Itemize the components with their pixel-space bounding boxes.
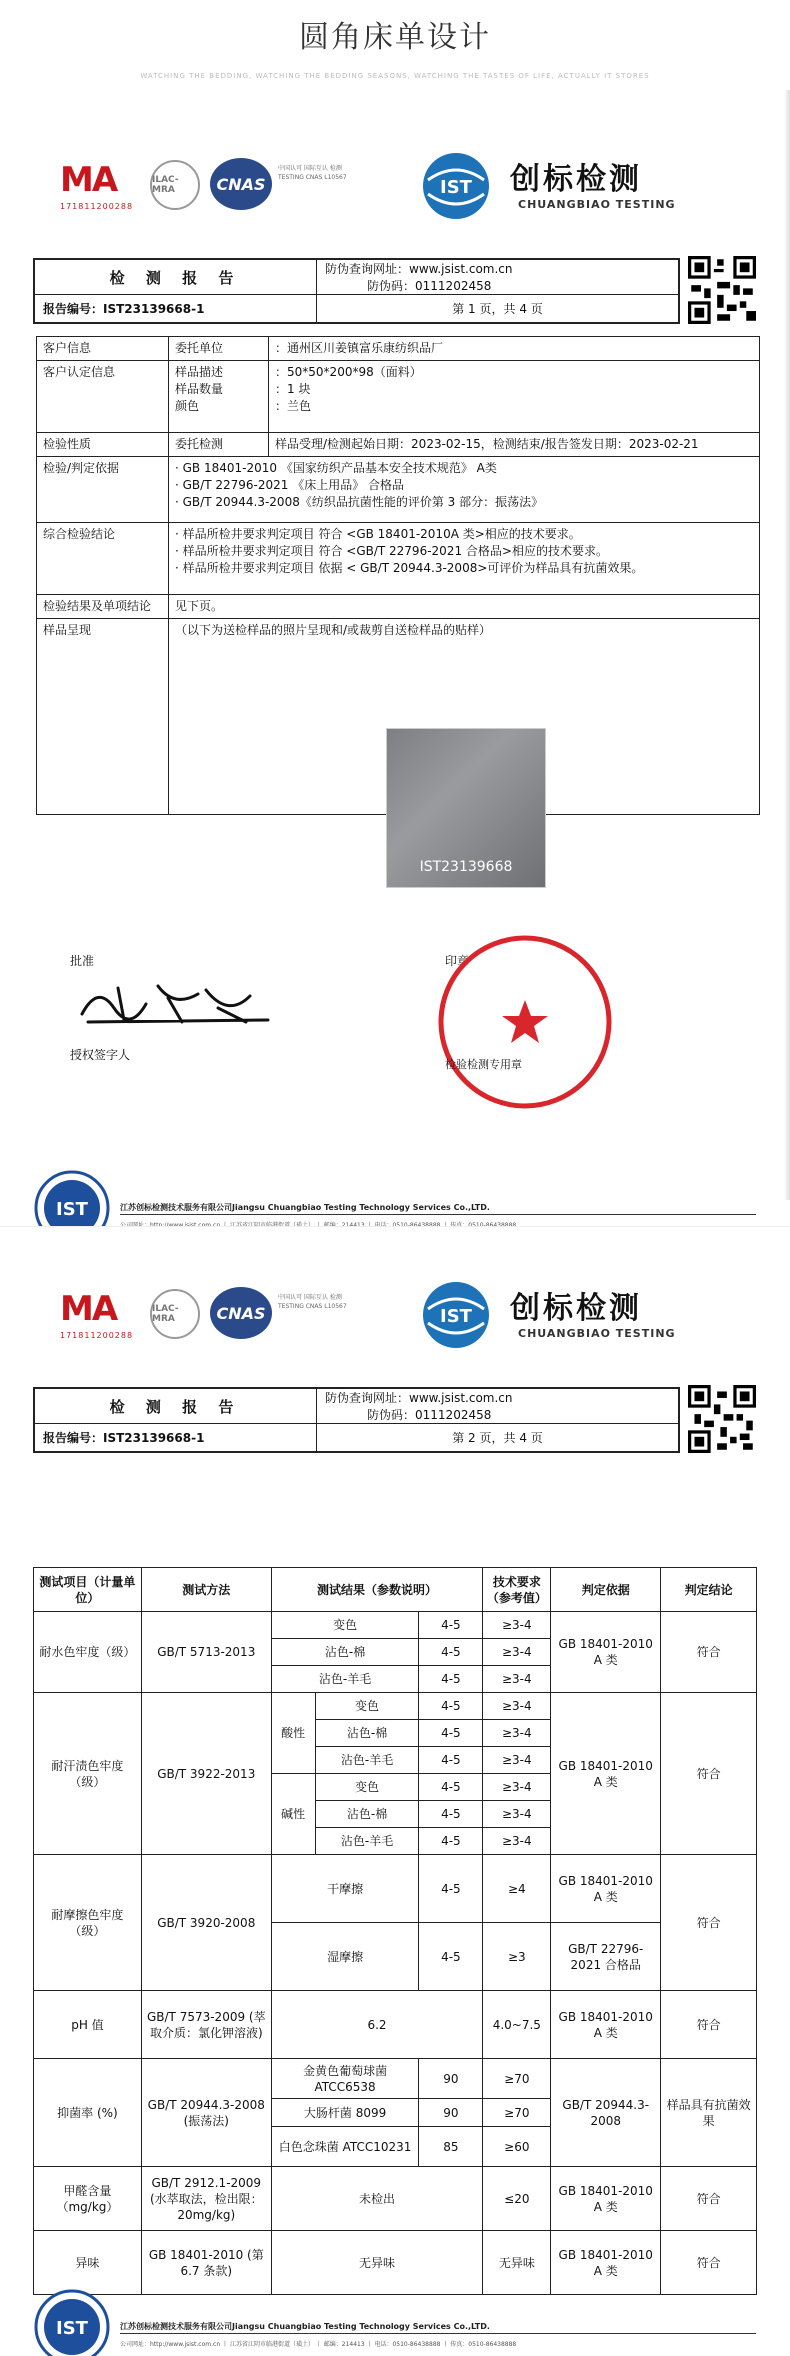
brand-name-cn: 创标检测 (510, 1291, 642, 1326)
brand-name-en: CHUANGBIAO TESTING (518, 1327, 676, 1340)
antibac-strain: 大肠杆菌 8099 (271, 2099, 419, 2127)
water-param: 沾色-棉 (271, 1639, 419, 1666)
sweat-param: 变色 (315, 1693, 419, 1720)
sweat-req: ≥3-4 (483, 1774, 551, 1801)
ph-method: GB/T 7573-2009 (萃取介质：氯化钾溶液) (141, 1991, 271, 2059)
odor-req: 无异味 (483, 2231, 551, 2295)
rub-verdict: 符合 (661, 1855, 757, 1991)
report-page-1 (0, 90, 790, 1220)
ilac-logo: ILAC-MRA (150, 160, 200, 210)
footer-rule (120, 2333, 756, 2334)
footer-address: 公司网址：http://www.jsist.com.cn 丨 江苏省江阴市临港街道（璜土） 丨 邮编：214413 丨 电话：0510-86438888 丨 传真：0510-86438888 (120, 2341, 517, 2348)
sample-qty-value: 1 块 (287, 382, 311, 396)
formaldehyde-verdict: 符合 (661, 2167, 757, 2231)
sweat-req: ≥3-4 (483, 1720, 551, 1747)
results-table (33, 1567, 757, 2295)
water-method: GB/T 5713-2013 (141, 1612, 271, 1693)
ph-basis: GB 18401-2010 A 类 (551, 1991, 661, 2059)
cma-logo (60, 1287, 140, 1347)
report-page-2 (0, 1226, 790, 2356)
logo-row (60, 150, 760, 250)
water-value: 4-5 (419, 1666, 483, 1693)
antibac-req: ≥70 (483, 2059, 551, 2099)
page-info: 第 1 页，共 4 页 (317, 295, 679, 323)
footer-company: 江苏创标检测技术服务有限公司Jiangsu Chuangbiao Testing Technology Services Co.,LTD. (120, 2322, 490, 2331)
cma-logo (60, 158, 140, 218)
report-number-label: 报告编号： (43, 1431, 104, 1445)
sweat-param: 沾色-羊毛 (315, 1828, 419, 1855)
footer-ist-mark: IST (56, 2318, 88, 2339)
anti-fake-site-label: 防伪查询网址： (325, 1391, 410, 1405)
formaldehyde-basis: GB 18401-2010 A 类 (551, 2167, 661, 2231)
client-label: 委托单位 (169, 337, 269, 361)
test-nature-label: 检验性质 (37, 433, 169, 457)
anti-fake-site-label: 防伪查询网址： (325, 262, 410, 276)
basis-line: · GB/T 22796-2021 《床上用品》 合格品 (175, 478, 405, 492)
rub-dry-value: 4-5 (419, 1855, 483, 1923)
sample-show-value: （以下为送检样品的照片呈现和/或裁剪自送检样品的贴样） (169, 619, 760, 815)
ph-req: 4.0~7.5 (483, 1991, 551, 2059)
footer-rule (120, 1214, 756, 1215)
basis-label: 检验/判定依据 (37, 457, 169, 523)
sweat-req: ≥3-4 (483, 1828, 551, 1855)
odor-verdict: 符合 (661, 2231, 757, 2295)
page-info: 第 2 页，共 4 页 (317, 1424, 679, 1452)
antibac-verdict: 样品具有抗菌效果 (661, 2059, 757, 2167)
ist-footer-icon (34, 2289, 110, 2356)
anti-fake-code-value: 0111202458 (415, 1408, 492, 1422)
report-title-block-2 (33, 1387, 680, 1453)
anti-fake-code-value: 0111202458 (415, 279, 492, 293)
client-info-label: 客户信息 (37, 337, 169, 361)
page-heading: 圆角床单设计 (299, 20, 491, 55)
rub-wet: 湿摩擦 (271, 1923, 419, 1991)
antibac-strain: 白色念珠菌 ATCC10231 (271, 2127, 419, 2167)
signer-label: 授权签字人 (70, 1048, 131, 1062)
water-param: 沾色-羊毛 (271, 1666, 419, 1693)
sample-desc-value: 50*50*200*98（面料） (287, 365, 422, 379)
header-result: 测试结果（参数说明） (271, 1568, 483, 1612)
cnas-caption: 中国认可 国际互认 检测 TESTING CNAS L10567 (278, 165, 347, 181)
cnas-logo: CNAS (210, 158, 272, 210)
conclusion-label: 综合检验结论 (37, 523, 169, 595)
basis-line: · GB/T 20944.3-2008《纺织品抗菌性能的评价第 3 部分：振荡法》 (175, 495, 544, 509)
sample-photo-label: IST23139668 (419, 859, 513, 875)
formaldehyde-item: 甲醛含量（mg/kg） (34, 2167, 142, 2231)
rub-item: 耐摩擦色牢度（级） (34, 1855, 142, 1991)
header-basis: 判定依据 (551, 1568, 661, 1612)
cnas-logo: CNAS (210, 1287, 272, 1339)
water-item: 耐水色牢度（级） (34, 1612, 142, 1693)
subtitle-strip: WATCHING THE BEDDING, WATCHING THE BEDDING SEASONS, WATCHING THE TASTES OF LIFE, ACTUALLY IT STORES (140, 72, 650, 80)
cnas-caption: 中国认可 国际互认 检测 TESTING CNAS L10567 (278, 1294, 347, 1310)
anti-fake-site-value: www.jsist.com.cn (409, 1391, 513, 1405)
rub-dry: 干摩擦 (271, 1855, 419, 1923)
seal-note: 检验检测专用章 (445, 1058, 522, 1071)
qr-code-icon (688, 256, 756, 324)
ph-verdict: 符合 (661, 1991, 757, 2059)
sweat-param: 沾色-棉 (315, 1720, 419, 1747)
rub-wet-basis: GB/T 22796-2021 合格品 (551, 1923, 661, 1991)
sweat-req: ≥3-4 (483, 1747, 551, 1774)
brand-name-en: CHUANGBIAO TESTING (518, 198, 676, 211)
formaldehyde-value: 未检出 (271, 2167, 483, 2231)
sample-desc-label: 样品描述 (175, 365, 224, 379)
footer-company: 江苏创标检测技术服务有限公司Jiangsu Chuangbiao Testing Technology Services Co.,LTD. (120, 1203, 490, 1212)
conclusion-line: · 样品所检井要求判定项目 符合 <GB 18401-2010A 类>相应的技术要求。 (175, 527, 581, 541)
client-value: ：通州区川姜镇富乐康纺织品厂 (269, 337, 760, 361)
logo-row-2 (60, 1279, 760, 1379)
rub-wet-value: 4-5 (419, 1923, 483, 1991)
report-title-block (33, 258, 680, 324)
ph-value: 6.2 (271, 1991, 483, 2059)
qr-code-icon (688, 1385, 756, 1453)
client-value-text: 通州区川姜镇富乐康纺织品厂 (287, 341, 444, 355)
sweat-item: 耐汗渍色牢度（级） (34, 1693, 142, 1855)
ph-item: pH 值 (34, 1991, 142, 2059)
ist-mark: IST (440, 177, 472, 198)
sweat-alkali: 碱性 (271, 1774, 315, 1855)
sweat-param: 沾色-羊毛 (315, 1747, 419, 1774)
conclusion-line: · 样品所检井要求判定项目 符合 <GB/T 22796-2021 合格品>相应的技术要求。 (175, 544, 608, 558)
header-item: 测试项目（计量单位） (34, 1568, 142, 1612)
formaldehyde-req: ≤20 (483, 2167, 551, 2231)
report-number-label: 报告编号： (43, 302, 104, 316)
rub-dry-req: ≥4 (483, 1855, 551, 1923)
report-title: 检 测 报 告 (35, 260, 317, 295)
antibac-req: ≥70 (483, 2099, 551, 2127)
customer-id-label: 客户认定信息 (37, 361, 169, 433)
report-number (35, 295, 317, 323)
cma-number: 171811200288 (60, 1331, 134, 1340)
cma-mark: MA (60, 1289, 117, 1329)
sweat-value: 4-5 (419, 1828, 483, 1855)
water-req: ≥3-4 (483, 1639, 551, 1666)
antibac-value: 85 (419, 2127, 483, 2167)
page-edge (784, 90, 790, 1200)
sweat-value: 4-5 (419, 1774, 483, 1801)
sweat-verdict: 符合 (661, 1693, 757, 1855)
odor-item: 异味 (34, 2231, 142, 2295)
antibac-basis: GB/T 20944.3-2008 (551, 2059, 661, 2167)
odor-value: 无异味 (271, 2231, 483, 2295)
sweat-method: GB/T 3922-2013 (141, 1693, 271, 1855)
header-verdict: 判定结论 (661, 1568, 757, 1612)
ist-globe-icon (420, 1279, 492, 1351)
sweat-value: 4-5 (419, 1801, 483, 1828)
red-seal-icon (435, 932, 615, 1112)
water-param: 变色 (271, 1612, 419, 1639)
footer-ist-mark: IST (56, 1199, 88, 1220)
header-req: 技术要求（参考值） (483, 1568, 551, 1612)
ilac-logo: ILAC-MRA (150, 1289, 200, 1339)
sweat-req: ≥3-4 (483, 1801, 551, 1828)
ist-globe-icon (420, 150, 492, 222)
water-req: ≥3-4 (483, 1666, 551, 1693)
antibac-value: 90 (419, 2059, 483, 2099)
water-verdict: 符合 (661, 1612, 757, 1693)
brand-name-cn: 创标检测 (510, 162, 642, 197)
rub-method: GB/T 3920-2008 (141, 1855, 271, 1991)
anti-fake-code-label: 防伪码： (367, 1408, 416, 1422)
sweat-value: 4-5 (419, 1720, 483, 1747)
water-basis: GB 18401-2010 A 类 (551, 1612, 661, 1693)
water-req: ≥3-4 (483, 1612, 551, 1639)
water-value: 4-5 (419, 1612, 483, 1639)
sample-qty-label: 样品数量 (175, 382, 224, 396)
cma-number: 171811200288 (60, 202, 134, 211)
sample-labels (169, 361, 269, 433)
sweat-req: ≥3-4 (483, 1693, 551, 1720)
sample-photo (386, 728, 546, 888)
approve-label: 批准 (70, 954, 95, 968)
antibac-item: 抑菌率 (%) (34, 2059, 142, 2167)
anti-fake-code-label: 防伪码： (367, 279, 416, 293)
header-method: 测试方法 (141, 1568, 271, 1612)
cma-mark: MA (60, 160, 117, 200)
sweat-param: 沾色-棉 (315, 1801, 419, 1828)
sample-values: ：50*50*200*98（面料） ：1 块 ：兰色 (269, 361, 760, 433)
anti-fake-site (317, 260, 679, 295)
sweat-param: 变色 (315, 1774, 419, 1801)
anti-fake-site (317, 1389, 679, 1424)
report-number (35, 1424, 317, 1452)
report-number-value: IST23139668-1 (103, 1431, 205, 1445)
test-nature-value: 委托检测 (169, 433, 269, 457)
report-title: 检 测 报 告 (35, 1389, 317, 1424)
sweat-value: 4-5 (419, 1693, 483, 1720)
sample-show-label: 样品呈现 (37, 619, 169, 815)
rub-wet-req: ≥3 (483, 1923, 551, 1991)
unit-note-value: 见下页。 (169, 595, 760, 619)
antibac-value: 90 (419, 2099, 483, 2127)
sweat-basis: GB 18401-2010 A 类 (551, 1693, 661, 1855)
color-label: 颜色 (175, 399, 200, 413)
antibac-method: GB/T 20944.3-2008 (振荡法) (141, 2059, 271, 2167)
formaldehyde-method: GB/T 2912.1-2009 (水萃取法，检出限：20mg/kg) (141, 2167, 271, 2231)
water-value: 4-5 (419, 1639, 483, 1666)
rub-dry-basis: GB 18401-2010 A 类 (551, 1855, 661, 1923)
antibac-req: ≥60 (483, 2127, 551, 2167)
anti-fake-site-value: www.jsist.com.cn (409, 262, 513, 276)
sweat-acid: 酸性 (271, 1693, 315, 1774)
color-value: 兰色 (287, 399, 312, 413)
test-dates: 样品受理/检测起始日期：2023-02-15，检测结束/报告签发日期：2023-02-21 (269, 433, 760, 457)
conclusion-line: · 样品所检井要求判定项目 依据 < GB/T 20944.3-2008>可评价为样品具有抗菌效果。 (175, 561, 644, 575)
seal-label: 印章 (445, 954, 470, 968)
odor-basis: GB 18401-2010 A 类 (551, 2231, 661, 2295)
antibac-strain: 金黄色葡萄球菌 ATCC6538 (271, 2059, 419, 2099)
unit-note-label: 检验结果及单项结论 (37, 595, 169, 619)
signature-image (78, 978, 278, 1026)
ist-mark: IST (440, 1306, 472, 1327)
odor-method: GB 18401-2010 (第 6.7 条款) (141, 2231, 271, 2295)
report-number-value: IST23139668-1 (103, 302, 205, 316)
basis-lines (169, 457, 760, 523)
basis-line: · GB 18401-2010 《国家纺织产品基本安全技术规范》 A类 (175, 461, 497, 475)
conclusion-lines (169, 523, 760, 595)
sweat-value: 4-5 (419, 1747, 483, 1774)
